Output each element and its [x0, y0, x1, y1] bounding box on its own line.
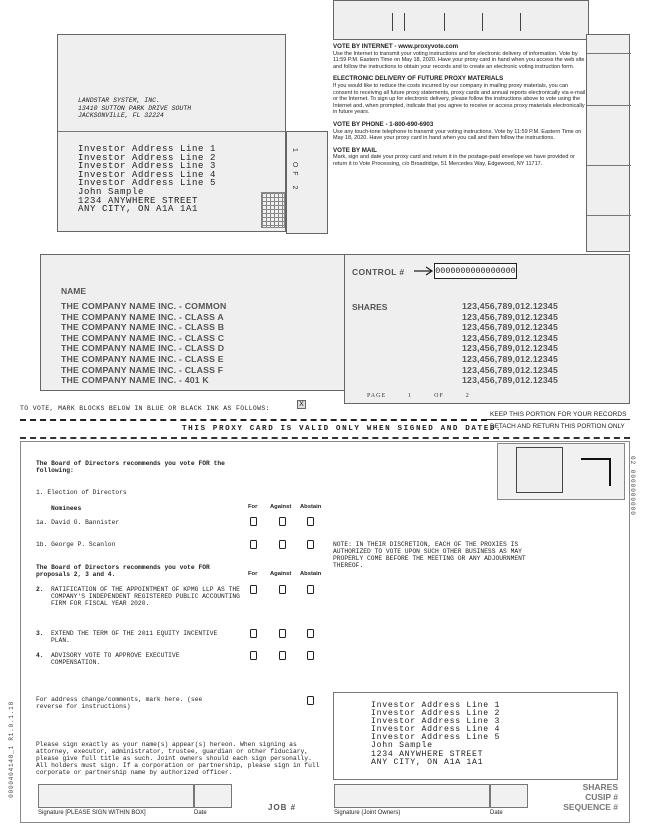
address-change-label: For address change/comments, mark here. (see reverse for instructions) [36, 696, 203, 710]
joint-date-box[interactable] [490, 784, 528, 808]
vote-against-checkbox[interactable] [279, 517, 286, 526]
shares-label: SHARES [352, 302, 388, 312]
proposal-2: RATIFICATION OF THE APPOINTMENT OF KPMG LLP AS THE COMPANY'S INDEPENDENT REGISTERED PUBLIC ACCOUNTING FIRM FOR FISCAL YEAR 2020. [51, 586, 240, 607]
mark-sample-box: X [297, 400, 306, 409]
page-label: PAGE [367, 393, 387, 399]
barcode-grid [261, 192, 285, 228]
side-code-right: 02 0000000000 [629, 456, 636, 516]
address-line: 1234 ANYWHERE STREET [78, 195, 199, 206]
sender-line: LANDSTAR SYSTEM, INC. [78, 97, 160, 104]
share-value: 123,456,789,012.12345 [462, 364, 558, 375]
vote-against-checkbox[interactable] [279, 585, 286, 594]
side-code-left: 0000404148_1 R1.0.1.18 [8, 701, 15, 798]
sender-line: 13410 SUTTON PARK DRIVE SOUTH [78, 104, 192, 112]
vote-for-checkbox[interactable] [250, 651, 257, 660]
side-strip [586, 34, 630, 252]
col-for: For [248, 504, 258, 510]
vote-phone-text: Use any touch-tone telephone to transmit your voting instructions. Vote by 11:59 P.M. Eastern Time on May 18, 2020. Have your proxy card in hand when you call and then follow the instructions. [333, 128, 582, 142]
control-number: 0000000000000000 [434, 263, 517, 279]
discretion-note: NOTE: IN THEIR DISCRETION, EACH OF THE PROXIES IS AUTHORIZED TO VOTE UPON SUCH OTHER BUSINESS AS MAY PROPERLY COME BEFORE THE MEETING OR ANY ADJOURNMENT THEREOF. [333, 541, 526, 569]
col-for: For [248, 571, 258, 577]
sequence-tag: SEQUENCE # [563, 802, 618, 812]
company-name: THE COMPANY NAME INC. - CLASS B [61, 322, 225, 333]
vote-for-checkbox[interactable] [250, 540, 257, 549]
detach-label: DETACH AND RETURN THIS PORTION ONLY [490, 423, 625, 430]
vote-abstain-checkbox[interactable] [307, 585, 314, 594]
page-of: OF [434, 393, 444, 399]
edelivery-title: ELECTRONIC DELIVERY OF FUTURE PROXY MATERIALS [333, 75, 504, 83]
shares-tag: SHARES [582, 782, 618, 792]
vote-abstain-checkbox[interactable] [307, 540, 314, 549]
election-heading: 1. Election of Directors [36, 489, 127, 496]
joint-date-label: Date [490, 810, 503, 816]
vote-for-checkbox[interactable] [250, 585, 257, 594]
page-total: 2 [465, 393, 470, 399]
share-value: 123,456,789,012.12345 [462, 353, 558, 364]
col-against: Against [270, 504, 292, 510]
vote-phone-title: VOTE BY PHONE - 1-800-690-6903 [333, 120, 434, 128]
control-label: CONTROL # [352, 267, 405, 277]
company-name: THE COMPANY NAME INC. - CLASS C [61, 332, 225, 343]
arrow-right-icon [414, 266, 434, 276]
vote-mail-text: Mark, sign and date your proxy card and return it in the postage-paid envelope we have provided or return it to Vote Processing, c/o Broadridge, 51 Mercedes Way, Edgewood, NY 11717. [333, 154, 575, 167]
address-line: Investor Address Line 1 [371, 701, 501, 710]
joint-signature-box[interactable] [334, 784, 490, 808]
sender-line: JACKSONVILLE, FL 32224 [78, 112, 164, 119]
divider [58, 131, 287, 132]
address-line: John Sample [78, 186, 145, 197]
share-value: 123,456,789,012.12345 [462, 311, 558, 322]
col-abstain: Abstain [300, 571, 322, 577]
mark-instructions: TO VOTE, MARK BLOCKS BELOW IN BLUE OR BLACK INK AS FOLLOWS: [20, 405, 270, 412]
address-line: Investor Address Line 5 [78, 178, 217, 189]
proposal-2-number: 2. [36, 586, 44, 593]
share-values [462, 301, 558, 386]
date-label: Date [194, 810, 207, 816]
share-value: 123,456,789,012.12345 [462, 375, 558, 386]
address-line: ANY CITY, ON A1A 1A1 [371, 757, 484, 767]
vote-abstain-checkbox[interactable] [307, 517, 314, 526]
shares-cusip-sequence [556, 782, 618, 812]
vote-for-checkbox[interactable] [250, 517, 257, 526]
share-value: 123,456,789,012.12345 [462, 343, 558, 354]
address-line: Investor Address Line 1 [78, 144, 217, 154]
address-line: Investor Address Line 4 [371, 725, 501, 735]
company-name: THE COMPANY NAME INC. - 401 K [61, 375, 209, 386]
edelivery-text: If you would like to reduce the costs incurred by our company in mailing proxy materials, you can consent to receiving all future proxy statements, proxy cards and annual reports electronically via e-mail or the Internet. To sign up for electronic delivery, please follow the instructions above to vote using the Internet and, when prompted, indicate that you agree to receive or access proxy materials electronically in future years. [333, 82, 586, 116]
address-line: Investor Address Line 5 [371, 733, 501, 743]
address-line: Investor Address Line 2 [371, 709, 501, 719]
share-value: 123,456,789,012.12345 [462, 301, 558, 311]
cusip-tag: CUSIP # [585, 792, 618, 802]
scan-strip [333, 0, 589, 40]
cut-line [20, 437, 630, 439]
joint-signature-label: Signature (Joint Owners) [334, 810, 401, 816]
keep-portion-label: KEEP THIS PORTION FOR YOUR RECORDS [490, 411, 627, 418]
company-list [61, 301, 226, 386]
col-abstain: Abstain [300, 504, 322, 510]
address-line: 1234 ANYWHERE STREET [371, 749, 484, 759]
voting-instructions [333, 44, 587, 168]
board-recommendation-1: The Board of Directors recommends you vote FOR the following: [36, 460, 225, 474]
tear-line-right [486, 419, 630, 420]
vote-against-checkbox[interactable] [279, 540, 286, 549]
company-name: THE COMPANY NAME INC. - CLASS A [61, 311, 224, 322]
mailing-address-window [57, 34, 286, 232]
scan-marker-square [516, 447, 563, 493]
nominee-1a: 1a. David G. Bannister [36, 519, 120, 526]
tear-line [20, 419, 487, 421]
vote-against-checkbox[interactable] [279, 651, 286, 660]
proposal-3-number: 3. [36, 630, 44, 637]
address-line: ANY CITY, ON A1A 1A1 [78, 204, 199, 215]
signature-box[interactable] [38, 784, 194, 808]
signature-label: Signature [PLEASE SIGN WITHIN BOX] [38, 810, 146, 816]
company-name: THE COMPANY NAME INC. - CLASS D [61, 343, 225, 354]
address-change-checkbox[interactable] [307, 696, 314, 705]
company-name: THE COMPANY NAME INC. - CLASS F [61, 364, 224, 375]
proposal-4-number: 4. [36, 652, 44, 659]
proposal-4: ADVISORY VOTE TO APPROVE EXECUTIVE COMPENSATION. [51, 652, 180, 666]
col-against: Against [270, 571, 292, 577]
investor-address [78, 145, 216, 214]
vote-abstain-checkbox[interactable] [307, 651, 314, 660]
address-line: Investor Address Line 3 [78, 161, 217, 172]
share-value: 123,456,789,012.12345 [462, 332, 558, 343]
vote-for-checkbox[interactable] [250, 629, 257, 638]
sign-instructions: Please sign exactly as your name(s) appear(s) hereon. When signing as attorney, executor, administrator, trustee, guardian or other fiduciary, please give full title as such. Joint owners should each sign personally. All holders must sign. If a corporation or partnership, please sign in full corporate or partnership name by authorized officer. [36, 741, 320, 776]
vote-abstain-checkbox[interactable] [307, 629, 314, 638]
address-line: Investor Address Line 2 [78, 152, 217, 163]
page-tab-label: 1 OF 2 [291, 148, 298, 194]
company-name: THE COMPANY NAME INC. - CLASS E [61, 353, 224, 364]
page-indicator [367, 393, 492, 399]
date-box[interactable] [194, 784, 232, 808]
vote-mail-title: VOTE BY MAIL [333, 146, 377, 154]
board-recommendation-2: The Board of Directors recommends you vote FOR proposals 2, 3 and 4. [36, 564, 210, 578]
name-label: NAME [61, 286, 87, 296]
address-line: John Sample [371, 741, 433, 751]
investor-address-return [371, 702, 500, 767]
address-line: Investor Address Line 4 [78, 169, 217, 180]
validity-notice: THIS PROXY CARD IS VALID ONLY WHEN SIGNED AND DATED. [182, 425, 503, 433]
proposal-3: EXTEND THE TERM OF THE 2011 EQUITY INCENTIVE PLAN. [51, 630, 218, 644]
nominee-1b: 1b. George P. Scanlon [36, 541, 116, 548]
address-line: Investor Address Line 3 [371, 717, 501, 727]
page-number: 1 [408, 393, 413, 399]
share-value: 123,456,789,012.12345 [462, 322, 558, 333]
corner-mark [581, 458, 611, 486]
sender-address [78, 97, 191, 120]
nominees-label: Nominees [51, 505, 82, 512]
vote-internet-title: VOTE BY INTERNET - www.proxyvote.com [333, 43, 459, 50]
vote-internet-text: Use the Internet to transmit your voting instructions and for electronic delivery of information. Vote by 11:59 P.M. Eastern Time on May 18, 2020. Have your proxy card in hand when you access the web site and follow the instructions to obtain your records and to create an electronic voting instruction form. [333, 50, 585, 70]
company-name: THE COMPANY NAME INC. - COMMON [61, 301, 227, 311]
vote-against-checkbox[interactable] [279, 629, 286, 638]
job-number-label: JOB # [268, 803, 297, 812]
